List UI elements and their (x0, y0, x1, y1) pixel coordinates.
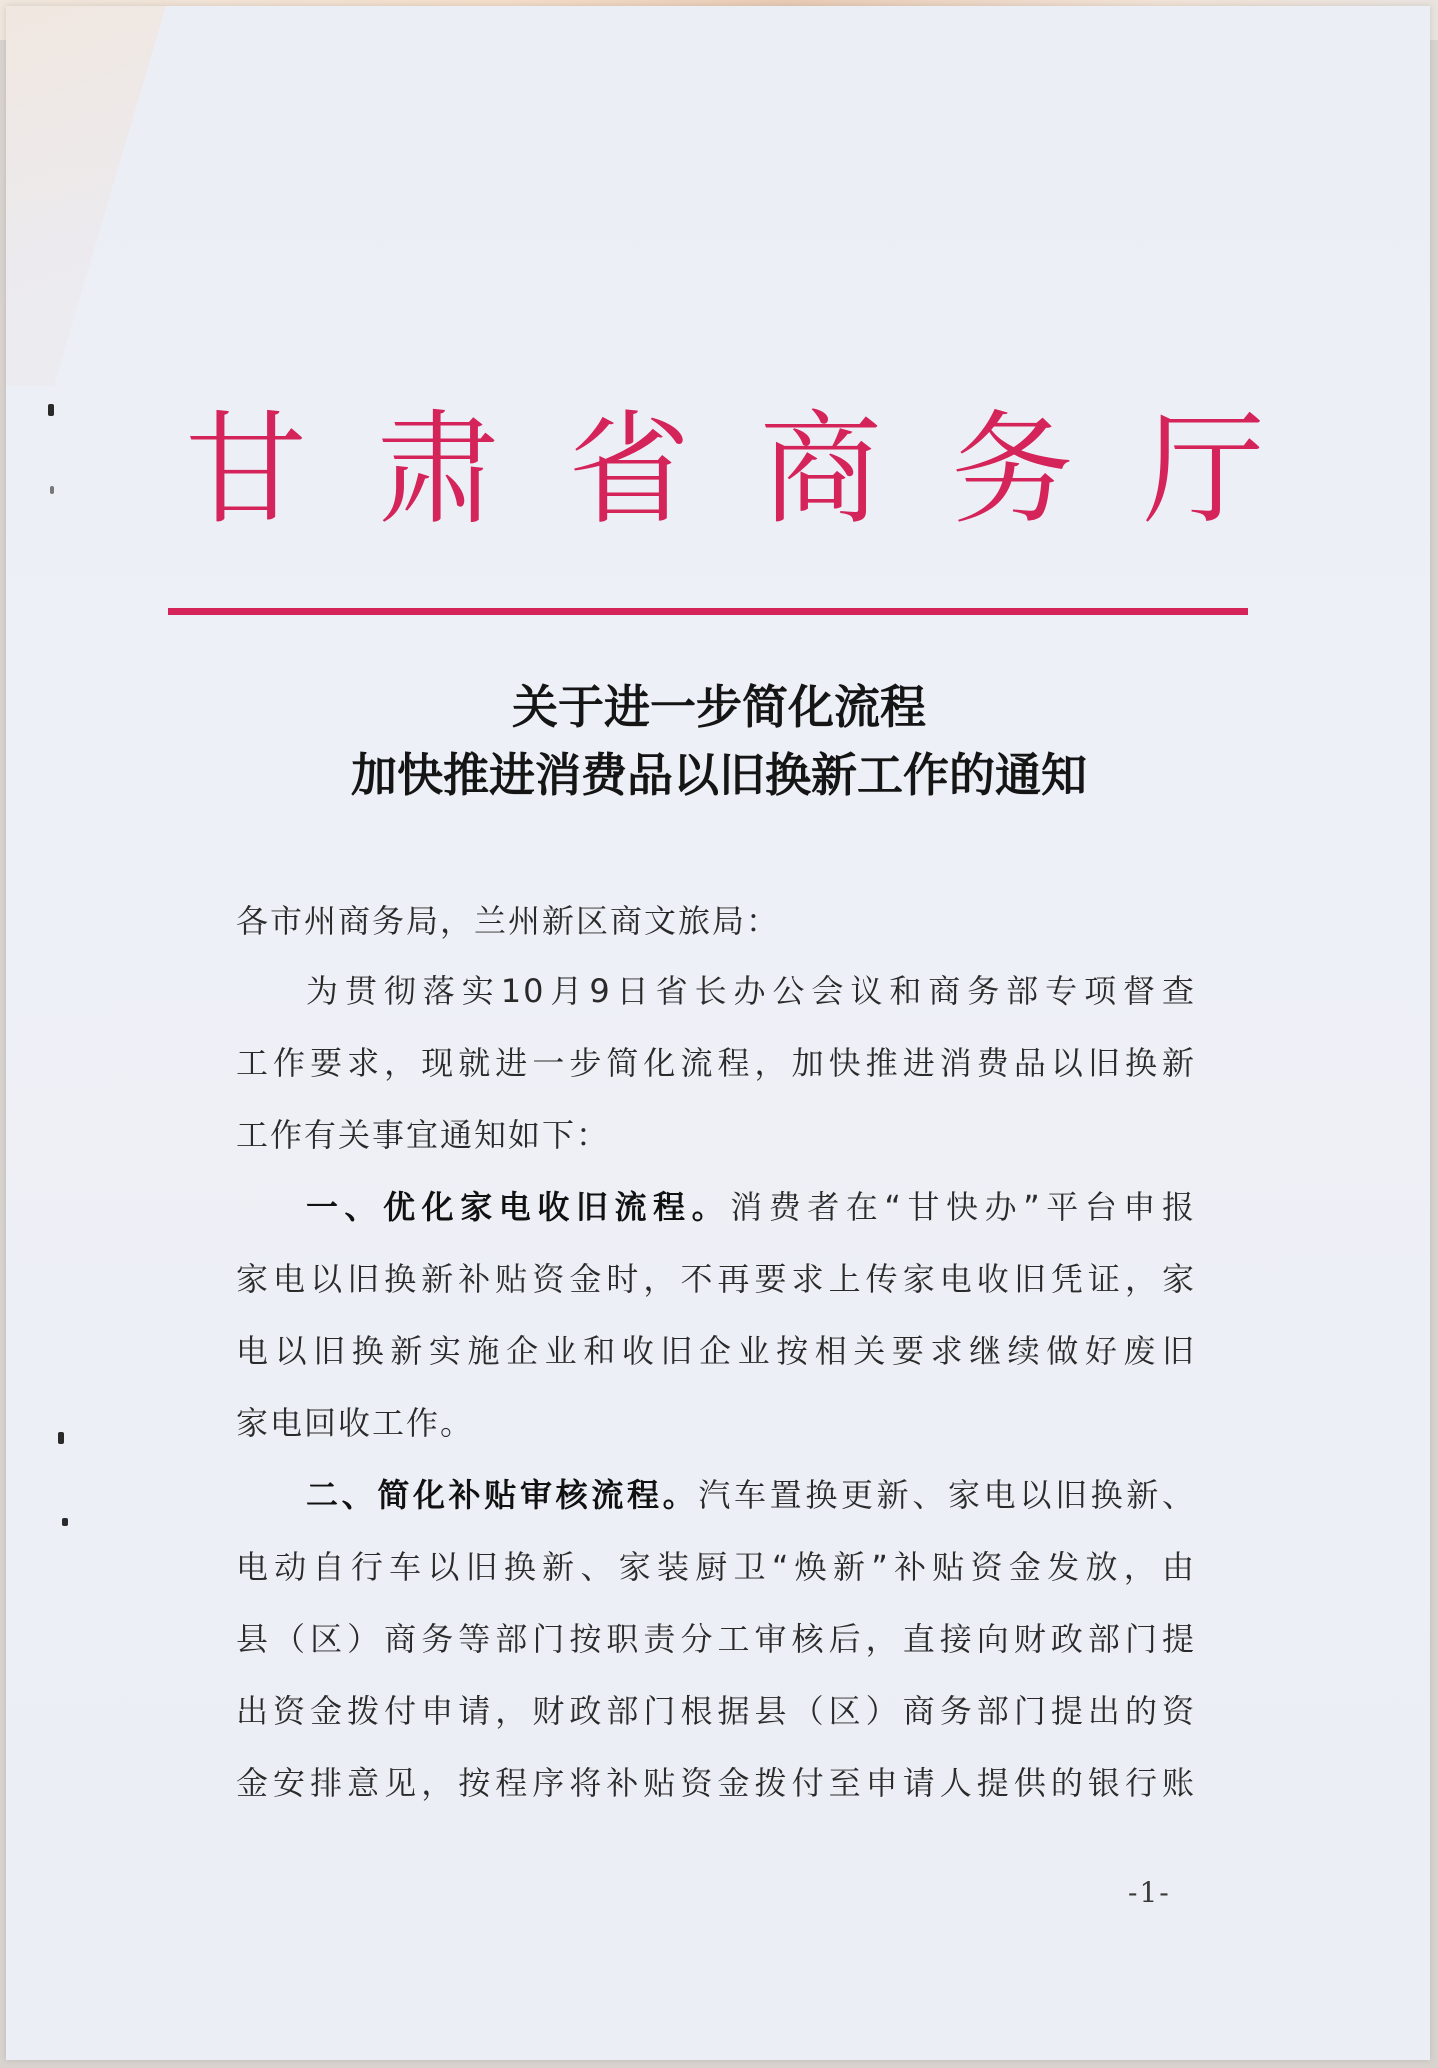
letterhead (185, 395, 1265, 545)
binding-hole-mark (48, 404, 54, 416)
section-2-line: 出资金拨付申请，财政部门根据县（区）商务部门提出的资 (236, 1692, 1196, 1730)
section-1-first-line (306, 1182, 1196, 1228)
section-1-text: 消费者在“甘快办”平台申报 (730, 1188, 1196, 1226)
intro-line: 工作有关事宜通知如下： (236, 1116, 611, 1154)
letterhead-char: 甘 (185, 399, 307, 541)
letterhead-char: 商 (759, 399, 882, 541)
intro-line: 工作要求，现就进一步简化流程，加快推进消费品以旧换新 (236, 1044, 1196, 1082)
section-2-text: 汽车置换更新、家电以旧换新、 (698, 1476, 1196, 1514)
section-2-line: 电动自行车以旧换新、家装厨卫“焕新”补贴资金发放，由 (236, 1548, 1196, 1586)
addressee: 各市州商务局，兰州新区商文旅局： (236, 902, 781, 940)
section-1-line: 家电回收工作。 (236, 1404, 475, 1442)
section-2-first-line (306, 1470, 1196, 1516)
document-title-line-1: 关于进一步简化流程 (512, 680, 926, 734)
letterhead-char: 厅 (1142, 399, 1265, 541)
section-1-line: 家电以旧换新补贴资金时，不再要求上传家电收旧凭证，家 (236, 1260, 1196, 1298)
underlying-sheet (6, 6, 166, 386)
document-page (6, 6, 1430, 2060)
letterhead-char: 省 (568, 399, 691, 541)
binding-hole-mark (58, 1432, 64, 1444)
letterhead-char: 务 (951, 399, 1074, 541)
binding-hole-mark (62, 1518, 68, 1526)
letterhead-char: 肃 (376, 399, 499, 541)
document-title-line-2: 加快推进消费品以旧换新工作的通知 (351, 748, 1087, 802)
page-number: -1- (1128, 1876, 1171, 1909)
section-2-line: 县（区）商务等部门按职责分工审核后，直接向财政部门提 (236, 1620, 1196, 1658)
section-1-line: 电以旧换新实施企业和收旧企业按相关要求继续做好废旧 (236, 1332, 1196, 1370)
section-2-heading: 二、简化补贴审核流程。 (306, 1476, 699, 1514)
section-1-heading: 一、优化家电收旧流程。 (306, 1188, 731, 1226)
binding-hole-mark (50, 486, 54, 494)
intro-line: 为贯彻落实10月9日省长办公会议和商务部专项督查 (306, 972, 1196, 1010)
section-2-line: 金安排意见，按程序将补贴资金拨付至申请人提供的银行账 (236, 1764, 1196, 1802)
letterhead-divider (168, 608, 1248, 615)
